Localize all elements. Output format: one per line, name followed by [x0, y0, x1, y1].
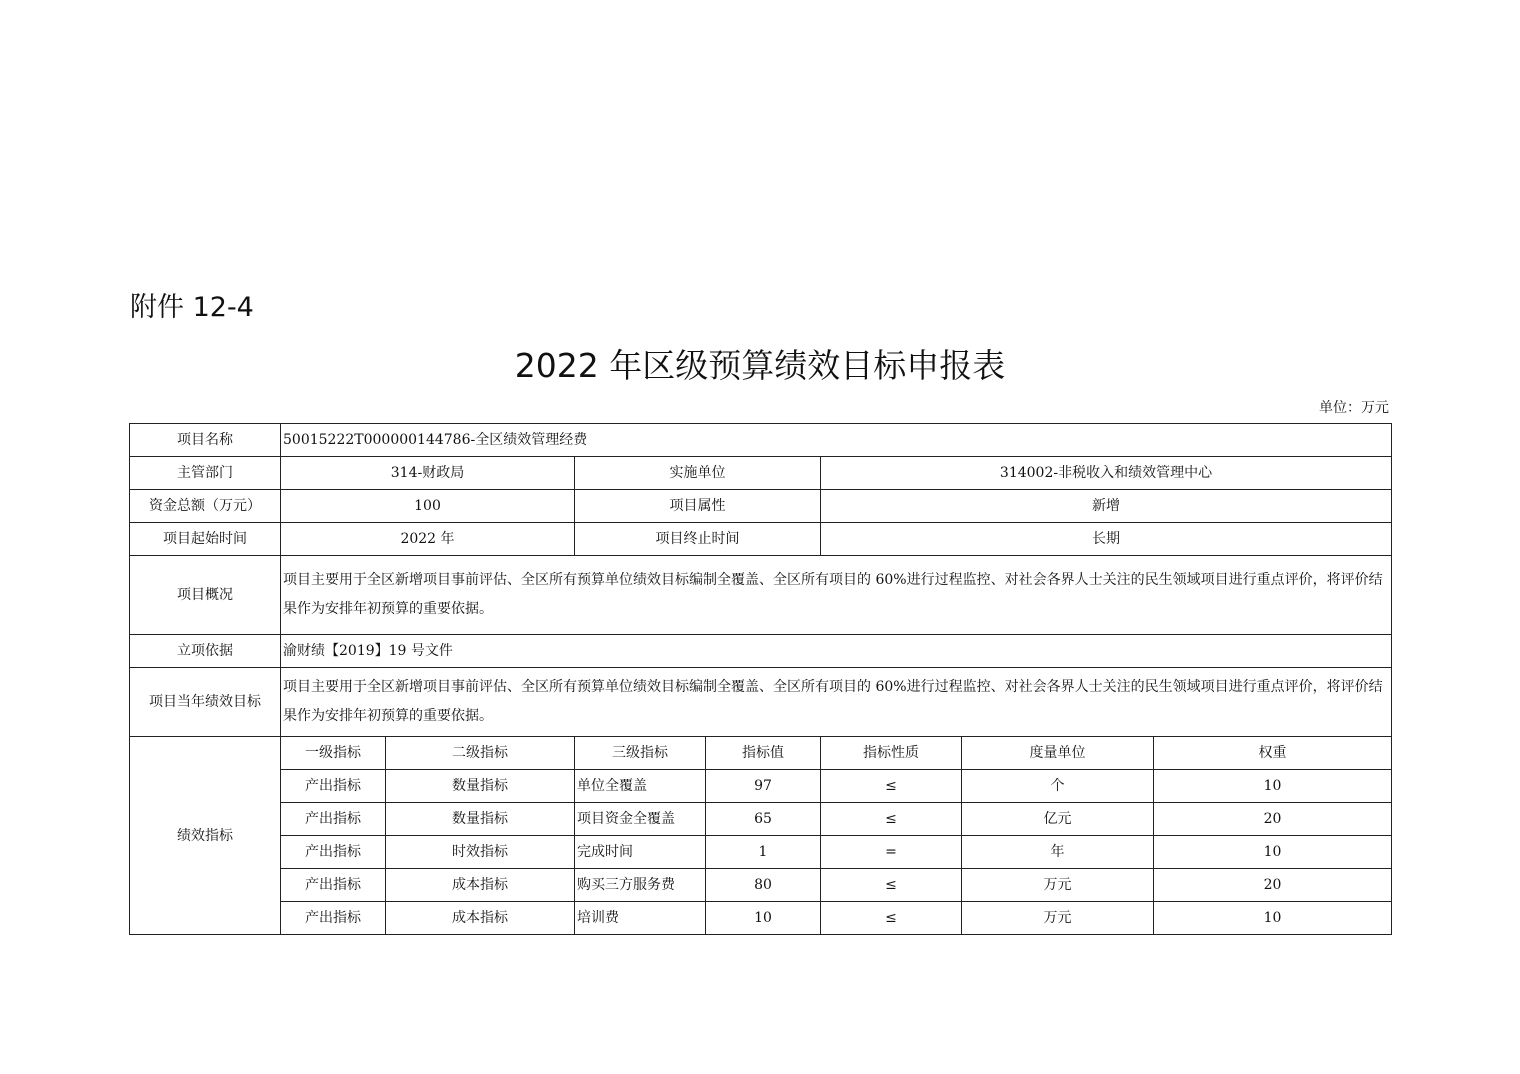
indicator-weight: 10 [1154, 836, 1392, 869]
indicator-weight: 20 [1154, 869, 1392, 902]
indicator-level3: 培训费 [575, 902, 706, 935]
start-value: 2022 年 [281, 523, 575, 556]
attachment-label: 附件 12-4 [130, 292, 254, 323]
row-goal [130, 668, 1392, 737]
impl-unit-label: 实施单位 [575, 457, 821, 490]
indicator-level2: 数量指标 [386, 770, 575, 803]
overview-value: 项目主要用于全区新增项目事前评估、全区所有预算单位绩效目标编制全覆盖、全区所有项目的 60%进行过程监控、对社会各界人士关注的民生领域项目进行重点评价，将评价结果作为安排年初预算的重要依据。 [281, 556, 1392, 635]
attribute-value: 新增 [821, 490, 1392, 523]
indicator-value: 80 [706, 869, 821, 902]
indicator-unit: 万元 [962, 902, 1154, 935]
row-department [130, 457, 1392, 490]
indicator-unit: 年 [962, 836, 1154, 869]
indicator-level1: 产出指标 [281, 803, 386, 836]
header-weight: 权重 [1154, 737, 1392, 770]
indicator-level2: 成本指标 [386, 869, 575, 902]
indicator-nature: ≤ [821, 902, 962, 935]
budget-performance-form [129, 423, 1392, 935]
row-project-name [130, 424, 1392, 457]
indicator-unit: 个 [962, 770, 1154, 803]
header-nature: 指标性质 [821, 737, 962, 770]
project-name-value: 50015222T000000144786-全区绩效管理经费 [281, 424, 1392, 457]
indicator-level1: 产出指标 [281, 770, 386, 803]
indicator-value: 65 [706, 803, 821, 836]
indicator-value: 1 [706, 836, 821, 869]
indicator-level3: 购买三方服务费 [575, 869, 706, 902]
row-period [130, 523, 1392, 556]
basis-value: 渝财绩【2019】19 号文件 [281, 635, 1392, 668]
indicator-level2: 时效指标 [386, 836, 575, 869]
indicator-weight: 10 [1154, 770, 1392, 803]
project-name-label: 项目名称 [130, 424, 281, 457]
indicator-weight: 20 [1154, 803, 1392, 836]
indicator-header-row [130, 737, 1392, 770]
end-label: 项目终止时间 [575, 523, 821, 556]
row-overview [130, 556, 1392, 635]
indicator-level2: 成本指标 [386, 902, 575, 935]
indicator-nature: = [821, 836, 962, 869]
header-value: 指标值 [706, 737, 821, 770]
basis-label: 立项依据 [130, 635, 281, 668]
indicator-level2: 数量指标 [386, 803, 575, 836]
header-unit: 度量单位 [962, 737, 1154, 770]
indicator-row [130, 836, 1392, 869]
indicators-section-label: 绩效指标 [130, 737, 281, 935]
indicator-nature: ≤ [821, 803, 962, 836]
indicator-nature: ≤ [821, 869, 962, 902]
row-basis [130, 635, 1392, 668]
unit-note: 单位：万元 [1319, 400, 1389, 416]
end-value: 长期 [821, 523, 1392, 556]
row-funds [130, 490, 1392, 523]
overview-label: 项目概况 [130, 556, 281, 635]
indicator-level3: 单位全覆盖 [575, 770, 706, 803]
impl-unit-value: 314002-非税收入和绩效管理中心 [821, 457, 1392, 490]
header-level3: 三级指标 [575, 737, 706, 770]
indicator-row [130, 770, 1392, 803]
total-funds-value: 100 [281, 490, 575, 523]
indicator-level1: 产出指标 [281, 836, 386, 869]
indicator-value: 97 [706, 770, 821, 803]
indicator-level1: 产出指标 [281, 869, 386, 902]
indicator-row [130, 803, 1392, 836]
indicator-value: 10 [706, 902, 821, 935]
header-level1: 一级指标 [281, 737, 386, 770]
dept-label: 主管部门 [130, 457, 281, 490]
indicator-level3: 完成时间 [575, 836, 706, 869]
attribute-label: 项目属性 [575, 490, 821, 523]
total-funds-label: 资金总额（万元） [130, 490, 281, 523]
header-level2: 二级指标 [386, 737, 575, 770]
goal-value: 项目主要用于全区新增项目事前评估、全区所有预算单位绩效目标编制全覆盖、全区所有项目的 60%进行过程监控、对社会各界人士关注的民生领域项目进行重点评价，将评价结果作为安排年初预算的重要依据。 [281, 668, 1392, 737]
indicator-level1: 产出指标 [281, 902, 386, 935]
dept-value: 314-财政局 [281, 457, 575, 490]
indicator-unit: 亿元 [962, 803, 1154, 836]
goal-label: 项目当年绩效目标 [130, 668, 281, 737]
start-label: 项目起始时间 [130, 523, 281, 556]
indicator-unit: 万元 [962, 869, 1154, 902]
indicator-row [130, 869, 1392, 902]
indicator-weight: 10 [1154, 902, 1392, 935]
indicator-level3: 项目资金全覆盖 [575, 803, 706, 836]
indicator-nature: ≤ [821, 770, 962, 803]
indicator-row [130, 902, 1392, 935]
document-title: 2022 年区级预算绩效目标申报表 [514, 346, 1006, 385]
